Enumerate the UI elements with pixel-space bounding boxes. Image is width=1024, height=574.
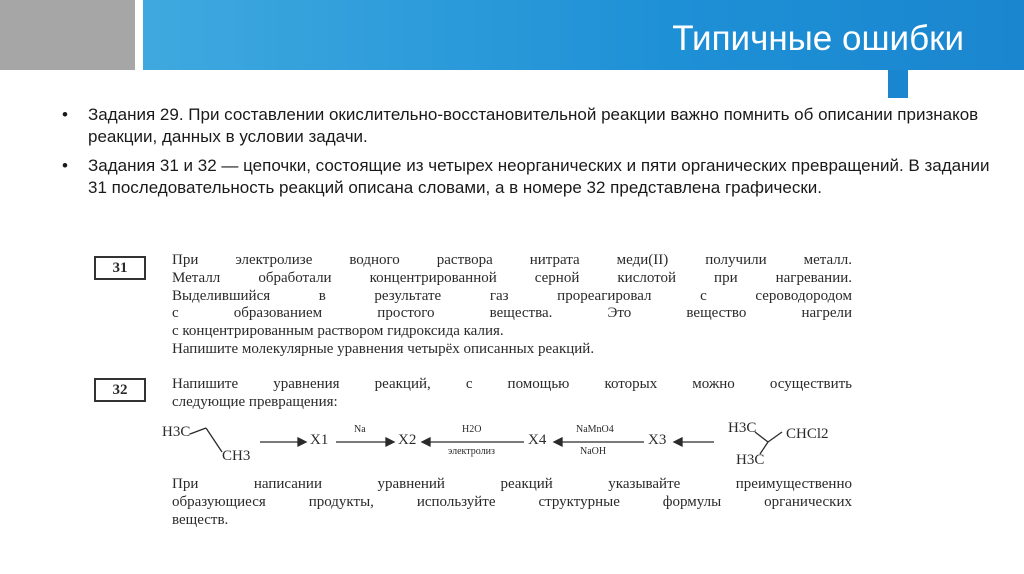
scheme-reagent-naoh: NaOH: [580, 446, 607, 457]
task31-line: Металл обработали концентрированной серной кислотой при нагревании.: [172, 269, 852, 286]
scheme-end-top: H3C: [728, 420, 757, 436]
scheme-start: H3C: [162, 424, 191, 440]
task32-footer-line: При написании уравнений реакций указывайте преимущественно: [172, 476, 852, 492]
header-tab-accent: [888, 70, 908, 98]
scheme-x2: X2: [398, 432, 417, 448]
scheme-x3: X3: [648, 432, 667, 448]
bullet-marker: •: [62, 105, 68, 124]
reaction-scheme: [92, 420, 852, 470]
page-title: Типичные ошибки: [672, 19, 964, 58]
scheme-reagent-na: Na: [354, 424, 366, 435]
task32-footer-line: образующиеся продукты, используйте структурные формулы органических: [172, 493, 852, 510]
bullet-list: [60, 104, 990, 206]
bullet-item: [60, 155, 990, 198]
task32-text: [172, 376, 852, 412]
scheme-reagent-electrolysis: электролиз: [448, 446, 495, 457]
scheme-x4: X4: [528, 432, 547, 448]
task32-line: следующие превращения:: [172, 393, 338, 410]
scheme-end-mid: CHCl2: [786, 426, 829, 442]
task31-line: Напишите молекулярные уравнения четырёх описанных реакций.: [172, 340, 595, 357]
bullet-text: Задания 29. При составлении окислительно-восстановительной реакции важно помнить об описании признаков реакции, данных в условии задачи.: [88, 105, 979, 146]
scheme-reagent-namno4: NaMnO4: [576, 424, 614, 435]
task31-line: При электролизе водного раствора нитрата меди(II) получили металл.: [172, 252, 852, 268]
scheme-start-tail: CH3: [222, 448, 251, 464]
task31-text: [172, 252, 852, 359]
task32-footer-line: веществ.: [172, 511, 229, 528]
bullet-text: Задания 31 и 32 — цепочки, состоящие из четырех неорганических и пяти органических превращений. В задании 31 последовательность реакций описана словами, а в номере 32 представлена графически.: [88, 156, 990, 197]
task32-footer: [172, 476, 852, 529]
task31-line: с концентрированным раствором гидроксида калия.: [172, 323, 504, 340]
task32-line: Напишите уравнения реакций, с помощью которых можно осуществить: [172, 376, 852, 392]
header-gray-block: [0, 0, 135, 70]
task31-line: Выделившийся в результате газ прореагировал с сероводородом: [172, 287, 852, 304]
scheme-x1: X1: [310, 432, 329, 448]
scheme-end-bottom: H3C: [736, 452, 765, 468]
task31-number: 31: [94, 256, 146, 280]
task32-number: 32: [94, 378, 146, 402]
bullet-marker: •: [62, 156, 68, 175]
task31-line: с образованием простого вещества. Это вещество нагрели: [172, 305, 852, 322]
scheme-reagent-h2o: H2O: [462, 424, 482, 435]
bullet-item: [60, 104, 990, 147]
